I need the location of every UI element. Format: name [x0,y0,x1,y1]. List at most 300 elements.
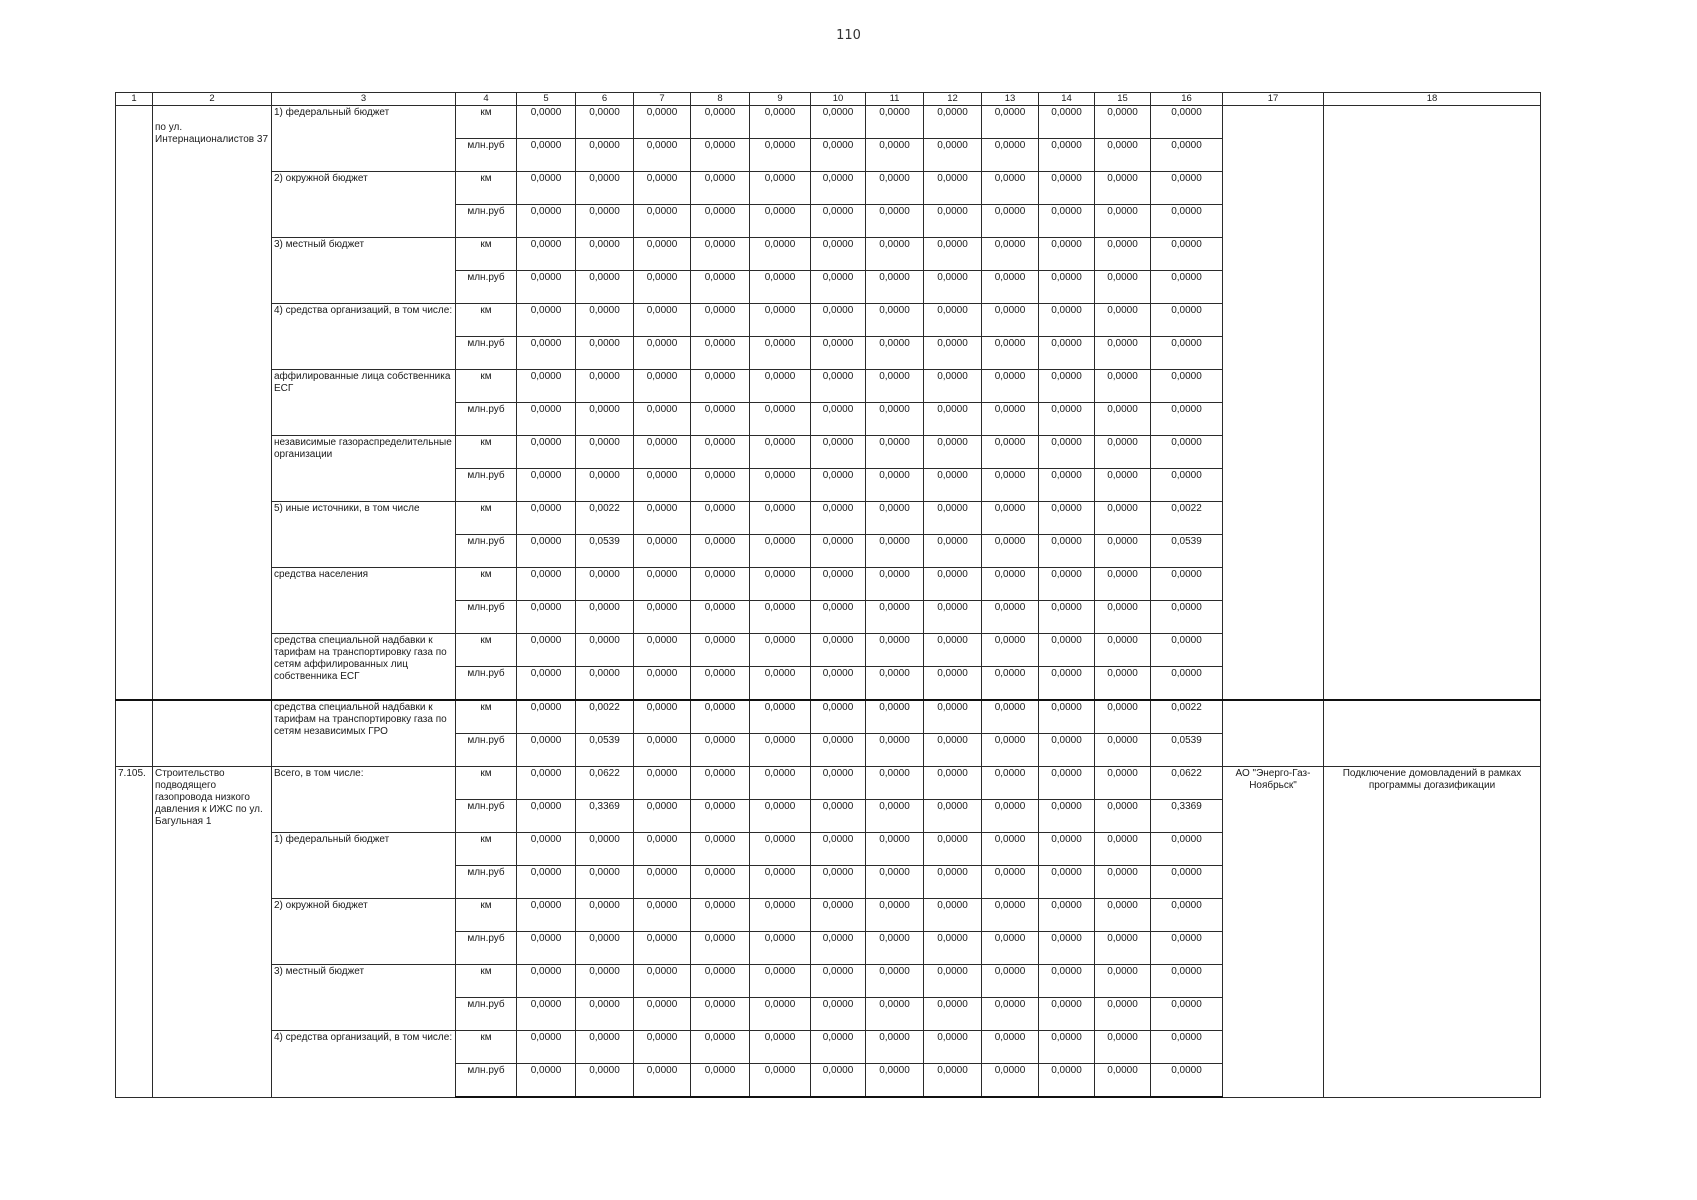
value-cell: 0,0000 [517,932,576,965]
value-cell: 0,0000 [691,1031,750,1064]
value-cell: 0,0000 [634,700,691,734]
value-cell: 0,0000 [634,436,691,469]
value-cell: 0,0000 [517,304,576,337]
value-cell: 0,0000 [924,700,982,734]
value-cell: 0,0000 [576,932,634,965]
value-cell: 0,0000 [634,304,691,337]
col-header: 4 [456,93,517,106]
value-cell: 0,0000 [1039,601,1095,634]
value-cell: 0,0000 [576,601,634,634]
value-cell: 0,0000 [750,601,811,634]
value-cell: 0,0000 [750,568,811,601]
unit-cell: км [456,899,517,932]
value-cell: 0,0000 [982,337,1039,370]
value-cell: 0,0000 [811,304,866,337]
table-row [116,106,1541,139]
funding-source-cell: Всего, в том числе: [272,767,456,833]
value-cell: 0,0000 [811,403,866,436]
value-cell: 0,0000 [924,800,982,833]
value-cell: 0,0000 [634,932,691,965]
value-cell: 0,0000 [1039,403,1095,436]
value-cell: 0,0000 [1039,436,1095,469]
value-cell: 0,0000 [1151,601,1223,634]
value-cell: 0,0000 [811,667,866,701]
value-cell: 0,0000 [750,1031,811,1064]
value-cell: 0,0000 [982,965,1039,998]
value-cell: 0,0000 [866,337,924,370]
value-cell: 0,0000 [1095,1064,1151,1098]
value-cell: 0,0000 [691,238,750,271]
executor-cell [1223,700,1324,767]
value-cell: 0,0000 [982,601,1039,634]
value-cell: 0,0000 [982,469,1039,502]
value-cell: 0,0000 [1095,271,1151,304]
value-cell: 0,0000 [1095,139,1151,172]
value-cell: 0,0000 [576,337,634,370]
value-cell: 0,0000 [1039,304,1095,337]
unit-cell: млн.руб [456,205,517,238]
value-cell: 0,0000 [1095,734,1151,767]
value-cell: 0,0000 [866,502,924,535]
value-cell: 0,0000 [576,403,634,436]
value-cell: 0,0000 [924,337,982,370]
value-cell: 0,0000 [691,403,750,436]
value-cell: 0,0000 [691,833,750,866]
col-header: 10 [811,93,866,106]
value-cell: 0,0000 [1095,965,1151,998]
value-cell: 0,0000 [866,667,924,701]
value-cell: 0,0000 [811,139,866,172]
unit-cell: км [456,106,517,139]
unit-cell: км [456,833,517,866]
value-cell: 0,0000 [691,866,750,899]
value-cell: 0,0000 [1039,337,1095,370]
col-header: 6 [576,93,634,106]
value-cell: 0,0000 [691,667,750,701]
value-cell: 0,0000 [634,337,691,370]
value-cell: 0,0000 [866,172,924,205]
value-cell: 0,0000 [517,601,576,634]
value-cell: 0,0000 [866,601,924,634]
value-cell: 0,0000 [517,1064,576,1098]
value-cell: 0,0000 [1151,469,1223,502]
value-cell: 0,0000 [1095,370,1151,403]
value-cell: 0,0000 [750,139,811,172]
value-cell: 0,0000 [811,932,866,965]
value-cell: 0,0000 [1039,965,1095,998]
value-cell: 0,0000 [866,469,924,502]
value-cell: 0,0000 [634,1064,691,1098]
value-cell: 0,0000 [576,1031,634,1064]
row-number-cell: 7.105. [116,767,153,1098]
row-number-cell [116,700,153,767]
table-row [116,700,1541,734]
value-cell: 0,0000 [750,800,811,833]
value-cell: 0,0000 [1151,370,1223,403]
value-cell: 0,0000 [811,965,866,998]
funding-source-cell: средства специальной надбавки к тарифам на транспортировку газа по сетям независимых ГРО [272,700,456,767]
value-cell: 0,0000 [1151,304,1223,337]
value-cell: 0,0000 [750,1064,811,1098]
value-cell: 0,0000 [982,833,1039,866]
column-number-row [116,93,1541,106]
value-cell: 0,0000 [924,965,982,998]
note-cell [1324,700,1541,767]
unit-cell: км [456,238,517,271]
table-row [116,767,1541,800]
unit-cell: млн.руб [456,800,517,833]
value-cell: 0,0000 [811,238,866,271]
value-cell: 0,0000 [517,535,576,568]
value-cell: 0,0000 [811,1031,866,1064]
value-cell: 0,0000 [691,304,750,337]
value-cell: 0,0000 [1039,899,1095,932]
value-cell: 0,0000 [691,370,750,403]
value-cell: 0,0000 [1095,535,1151,568]
value-cell: 0,0000 [1095,800,1151,833]
unit-cell: млн.руб [456,139,517,172]
value-cell: 0,0000 [982,106,1039,139]
value-cell: 0,0000 [811,535,866,568]
value-cell: 0,0622 [576,767,634,800]
value-cell: 0,0000 [1095,899,1151,932]
value-cell: 0,0000 [982,370,1039,403]
value-cell: 0,0000 [1039,205,1095,238]
funding-source-cell: аффилированные лица собственника ЕСГ [272,370,456,436]
col-header: 17 [1223,93,1324,106]
col-header: 12 [924,93,982,106]
unit-cell: млн.руб [456,403,517,436]
unit-cell: км [456,304,517,337]
value-cell: 0,0000 [634,800,691,833]
col-header: 11 [866,93,924,106]
value-cell: 0,0000 [1151,106,1223,139]
col-header: 13 [982,93,1039,106]
value-cell: 0,0000 [982,866,1039,899]
value-cell: 0,0000 [924,106,982,139]
value-cell: 0,0000 [576,866,634,899]
value-cell: 0,0000 [1039,1064,1095,1098]
value-cell: 0,0000 [750,238,811,271]
value-cell: 0,0000 [1039,700,1095,734]
value-cell: 0,0000 [1039,667,1095,701]
value-cell: 0,0000 [634,1031,691,1064]
value-cell: 0,0000 [982,238,1039,271]
value-cell: 0,0000 [924,370,982,403]
value-cell: 0,0000 [924,932,982,965]
value-cell: 0,0000 [517,767,576,800]
col-header: 15 [1095,93,1151,106]
value-cell: 0,0000 [517,172,576,205]
unit-cell: млн.руб [456,601,517,634]
funding-source-cell: 3) местный бюджет [272,965,456,1031]
value-cell: 0,0000 [691,899,750,932]
value-cell: 0,0000 [811,568,866,601]
value-cell: 0,0000 [1151,899,1223,932]
value-cell: 0,0000 [1095,238,1151,271]
executor-cell: АО "Энерго-Газ-Ноябрьск" [1223,767,1324,1098]
value-cell: 0,0000 [811,370,866,403]
value-cell: 0,0000 [1151,403,1223,436]
value-cell: 0,0000 [576,998,634,1031]
value-cell: 0,0000 [517,139,576,172]
value-cell: 0,0000 [1039,106,1095,139]
value-cell: 0,0000 [1151,337,1223,370]
value-cell: 0,0000 [811,866,866,899]
value-cell: 0,0000 [982,998,1039,1031]
value-cell: 0,0000 [811,469,866,502]
value-cell: 0,0000 [1095,106,1151,139]
unit-cell: млн.руб [456,734,517,767]
unit-cell: км [456,965,517,998]
value-cell: 0,0000 [750,535,811,568]
value-cell: 0,0000 [691,767,750,800]
value-cell: 0,0000 [924,271,982,304]
col-header: 14 [1039,93,1095,106]
note-cell [1324,106,1541,701]
value-cell: 0,0000 [866,238,924,271]
value-cell: 0,0000 [866,139,924,172]
value-cell: 0,0000 [811,172,866,205]
value-cell: 0,0000 [811,205,866,238]
funding-source-cell: 3) местный бюджет [272,238,456,304]
value-cell: 0,0000 [691,172,750,205]
value-cell: 0,0000 [1039,469,1095,502]
page-number: 110 [836,28,861,43]
value-cell: 0,0000 [1039,139,1095,172]
value-cell: 0,0000 [517,965,576,998]
value-cell: 0,0000 [982,139,1039,172]
value-cell: 0,0000 [750,833,811,866]
value-cell: 0,0000 [1151,998,1223,1031]
value-cell: 0,0000 [866,833,924,866]
value-cell: 0,0000 [866,271,924,304]
col-header: 3 [272,93,456,106]
value-cell: 0,0000 [691,502,750,535]
value-cell: 0,0000 [924,304,982,337]
value-cell: 0,0000 [691,337,750,370]
value-cell: 0,0000 [982,734,1039,767]
value-cell: 0,0000 [982,436,1039,469]
value-cell: 0,0000 [517,833,576,866]
value-cell: 0,0000 [982,1064,1039,1098]
value-cell: 0,0000 [811,601,866,634]
value-cell: 0,0000 [924,667,982,701]
value-cell: 0,0000 [691,800,750,833]
value-cell: 0,0000 [1151,866,1223,899]
value-cell: 0,0000 [1151,965,1223,998]
unit-cell: км [456,370,517,403]
value-cell: 0,0539 [1151,535,1223,568]
unit-cell: км [456,172,517,205]
value-cell: 0,0000 [811,767,866,800]
value-cell: 0,0000 [691,601,750,634]
value-cell: 0,0000 [634,205,691,238]
value-cell: 0,0000 [1151,238,1223,271]
value-cell: 0,0000 [634,238,691,271]
value-cell: 0,0622 [1151,767,1223,800]
value-cell: 0,0000 [576,238,634,271]
value-cell: 0,0000 [924,1064,982,1098]
value-cell: 0,0000 [811,1064,866,1098]
col-header: 16 [1151,93,1223,106]
value-cell: 0,0000 [982,634,1039,667]
value-cell: 0,0000 [1151,568,1223,601]
value-cell: 0,0000 [576,833,634,866]
value-cell: 0,0000 [924,172,982,205]
value-cell: 0,0000 [517,1031,576,1064]
value-cell: 0,0000 [924,634,982,667]
value-cell: 0,0000 [1039,172,1095,205]
unit-cell: км [456,634,517,667]
value-cell: 0,0000 [811,700,866,734]
row-number-cell [116,106,153,701]
value-cell: 0,0000 [576,436,634,469]
value-cell: 0,0000 [1095,932,1151,965]
value-cell: 0,0000 [924,899,982,932]
value-cell: 0,0000 [1095,568,1151,601]
value-cell: 0,0000 [924,436,982,469]
value-cell: 0,0000 [691,700,750,734]
unit-cell: км [456,1031,517,1064]
funding-source-cell: 1) федеральный бюджет [272,833,456,899]
value-cell: 0,0000 [866,436,924,469]
value-cell: 0,0000 [634,767,691,800]
executor-cell [1223,106,1324,701]
value-cell: 0,0000 [750,469,811,502]
value-cell: 0,0000 [866,634,924,667]
value-cell: 0,0000 [866,899,924,932]
value-cell: 0,0000 [866,304,924,337]
value-cell: 0,0000 [634,172,691,205]
value-cell: 0,0000 [1151,271,1223,304]
value-cell: 0,0000 [576,205,634,238]
value-cell: 0,0000 [634,998,691,1031]
value-cell: 0,0000 [866,106,924,139]
value-cell: 0,0000 [750,634,811,667]
value-cell: 0,0000 [866,568,924,601]
value-cell: 0,0000 [576,469,634,502]
value-cell: 0,0000 [634,899,691,932]
value-cell: 0,0000 [750,370,811,403]
value-cell: 0,0000 [1151,667,1223,701]
value-cell: 0,0000 [1095,469,1151,502]
value-cell: 0,0000 [1039,734,1095,767]
value-cell: 0,0000 [982,767,1039,800]
value-cell: 0,0000 [1095,205,1151,238]
unit-cell: км [456,436,517,469]
value-cell: 0,0000 [924,833,982,866]
value-cell: 0,0000 [691,1064,750,1098]
value-cell: 0,0000 [811,998,866,1031]
value-cell: 0,0000 [750,205,811,238]
value-cell: 0,0000 [1039,568,1095,601]
value-cell: 0,0000 [866,1064,924,1098]
funding-source-cell: 2) окружной бюджет [272,172,456,238]
col-header: 9 [750,93,811,106]
value-cell: 0,0000 [576,634,634,667]
value-cell: 0,0000 [517,502,576,535]
value-cell: 0,0000 [982,700,1039,734]
funding-source-cell: 5) иные источники, в том числе [272,502,456,568]
object-name-cell: Строительство подводящего газопровода низкого давления к ИЖС по ул. Багульная 1 [153,767,272,1098]
value-cell: 0,0000 [576,271,634,304]
value-cell: 0,0000 [1095,337,1151,370]
value-cell: 0,0022 [1151,502,1223,535]
value-cell: 0,0000 [866,205,924,238]
value-cell: 0,0000 [750,767,811,800]
value-cell: 0,0000 [924,469,982,502]
unit-cell: млн.руб [456,998,517,1031]
value-cell: 0,0000 [1151,1031,1223,1064]
value-cell: 0,0000 [1039,998,1095,1031]
unit-cell: км [456,767,517,800]
value-cell: 0,0000 [1095,634,1151,667]
value-cell: 0,0000 [691,436,750,469]
unit-cell: км [456,502,517,535]
value-cell: 0,0000 [634,403,691,436]
value-cell: 0,0000 [691,734,750,767]
value-cell: 0,0000 [866,403,924,436]
value-cell: 0,0000 [517,800,576,833]
value-cell: 0,0000 [866,1031,924,1064]
value-cell: 0,0000 [517,568,576,601]
value-cell: 0,0000 [517,205,576,238]
value-cell: 0,0000 [517,271,576,304]
investment-program-table [115,92,1541,1098]
value-cell: 0,0000 [750,899,811,932]
value-cell: 0,0000 [691,106,750,139]
value-cell: 0,0000 [924,403,982,436]
value-cell: 0,0000 [634,568,691,601]
value-cell: 0,0000 [750,337,811,370]
value-cell: 0,0022 [1151,700,1223,734]
unit-cell: млн.руб [456,535,517,568]
value-cell: 0,0022 [576,700,634,734]
value-cell: 0,0000 [811,106,866,139]
col-header: 5 [517,93,576,106]
value-cell: 0,0022 [576,502,634,535]
value-cell: 0,0000 [982,403,1039,436]
value-cell: 0,0000 [517,106,576,139]
value-cell: 0,0000 [576,899,634,932]
value-cell: 0,0000 [811,899,866,932]
value-cell: 0,0000 [517,998,576,1031]
value-cell: 0,0000 [691,965,750,998]
value-cell: 0,0000 [811,436,866,469]
note-cell: Подключение домовладений в рамках программы догазификации [1324,767,1541,1098]
value-cell: 0,0000 [924,238,982,271]
funding-source-cell: независимые газораспределительные организации [272,436,456,502]
unit-cell: км [456,700,517,734]
value-cell: 0,0000 [691,535,750,568]
value-cell: 0,0000 [634,965,691,998]
value-cell: 0,0000 [750,403,811,436]
value-cell: 0,0000 [634,667,691,701]
value-cell: 0,0000 [982,271,1039,304]
value-cell: 0,0000 [924,535,982,568]
col-header: 18 [1324,93,1541,106]
value-cell: 0,0000 [811,800,866,833]
value-cell: 0,0000 [634,106,691,139]
value-cell: 0,0000 [576,1064,634,1098]
value-cell: 0,0000 [866,767,924,800]
value-cell: 0,0000 [634,370,691,403]
value-cell: 0,0000 [924,734,982,767]
value-cell: 0,0000 [1151,205,1223,238]
value-cell: 0,0000 [750,502,811,535]
value-cell: 0,0000 [1095,866,1151,899]
